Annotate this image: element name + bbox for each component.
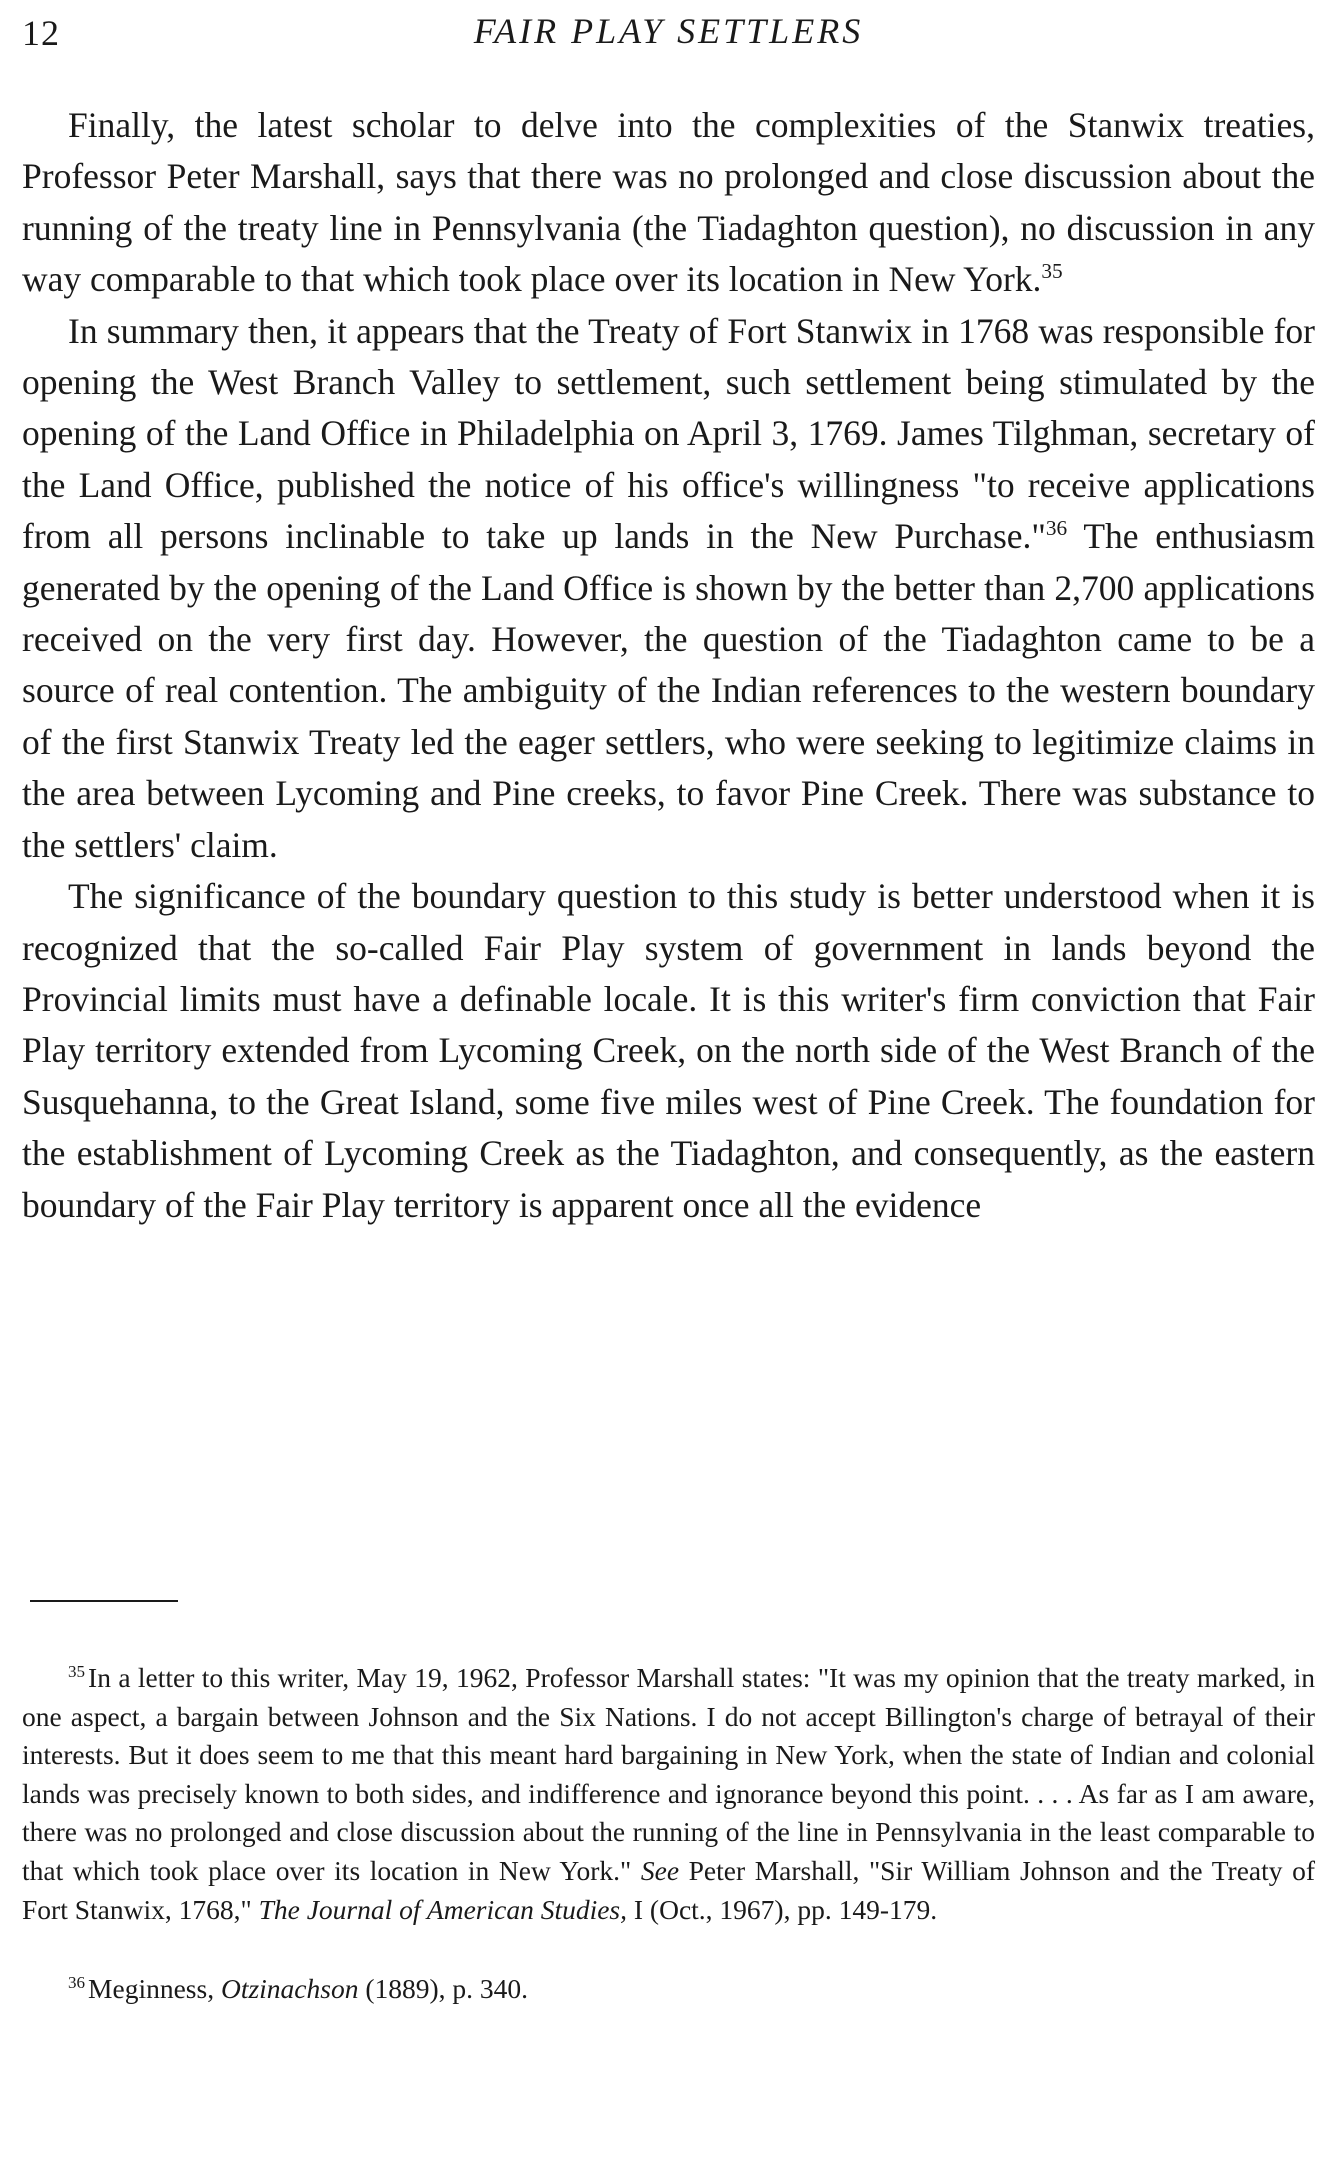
page-number: 12 (22, 13, 60, 53)
footnote-35-text-a: In a letter to this writer, May 19, 1962, Professor Marshall states: "It was my opinion that the treaty marked, in one aspect, a bargain between Johnson and the Six Nations. I do not accept Billington's charge of betrayal of their interests. But it does seem to me that this meant hard bargaining in New York, when the state of Indian and colonial lands was precisely known to both sides, and indifference and ignorance beyond this point. . . . As far as I am aware, there was no prolonged and close discussion about the running of the line in Pennsylvania in the least comparable to that which took place over its location in New York." (22, 1662, 1315, 1886)
footnote-35-journal-title: The Journal of American Studies, (258, 1893, 628, 1925)
running-head (22, 8, 1315, 54)
paragraph-3-text: The significance of the boundary question to this study is better understood when it is recognized that the so-called Fair Play system of government in lands beyond the Provincial limits must have a definable locale. It is this writer's firm conviction that Fair Play territory extended from Lycoming Creek, on the north side of the West Branch of the Susquehanna, to the Great Island, some five miles west of Pine Creek. The foundation for the establishment of Lycoming Creek as the Tiadaghton, and consequently, as the eastern boundary of the Fair Play territory is apparent once all the evidence (22, 876, 1315, 1225)
paragraph-1 (22, 100, 1315, 306)
footnote-35-mark: 35 (68, 1661, 86, 1681)
paragraph-2-text-a: In summary then, it appears that the Treaty of Fort Stanwix in 1768 was responsible for opening the West Branch Valley to settlement, such settlement being stimulated by the opening of the Land Office in Philadelphia on April 3, 1769. James Tilghman, secretary of the Land Office, published the notice of his office's willingness "to receive applications from all persons inclinable to take up lands in the New Purchase." (22, 310, 1315, 557)
document-page (22, 0, 1315, 2160)
footnote-36-text-a: Meginness, (88, 1973, 221, 2005)
footnote-36 (22, 1970, 1315, 2009)
footnote-36-mark: 36 (68, 1973, 86, 1992)
footnote-35-text-b: Peter Marshall, "Sir William Johnson and the Treaty of Fort Stanwix, 1768," (22, 1854, 1315, 1925)
footnote-divider (30, 1600, 178, 1602)
footnote-ref-36: 36 (1045, 516, 1068, 541)
running-title: FAIR PLAY SETTLERS (473, 11, 864, 51)
footnote-36-book-title: Otzinachson (220, 1973, 359, 2005)
footnotes (22, 1659, 1315, 2009)
paragraph-3 (22, 871, 1315, 1231)
paragraph-2 (22, 306, 1315, 871)
footnote-36-text-b: (1889), p. 340. (358, 1973, 529, 2005)
footnote-ref-35: 35 (1041, 259, 1063, 284)
body-text (22, 100, 1315, 1231)
paragraph-1-text: Finally, the latest scholar to delve into the complexities of the Stanwix treaties, Professor Peter Marshall, says that there was no prolonged and close discussion about the running of the treaty line in Pennsylvania (the Tiadaghton question), no discussion in any way comparable to that which took place over its location in New York. (22, 105, 1315, 300)
footnote-35 (22, 1659, 1315, 1929)
paragraph-2-text-b: The enthusiasm generated by the opening of the Land Office is shown by the better than 2,700 applications received on the very first day. However, the question of the Tiadaghton came to be a source of real contention. The ambiguity of the Indian references to the western boundary of the first Stanwix Treaty led the eager settlers, who were seeking to legitimize claims in the area between Lycoming and Pine creeks, to favor Pine Creek. There was substance to the settlers' claim. (22, 516, 1315, 865)
footnote-35-text-c: I (Oct., 1967), pp. 149-179. (627, 1893, 938, 1925)
footnote-35-see: See (640, 1854, 680, 1886)
